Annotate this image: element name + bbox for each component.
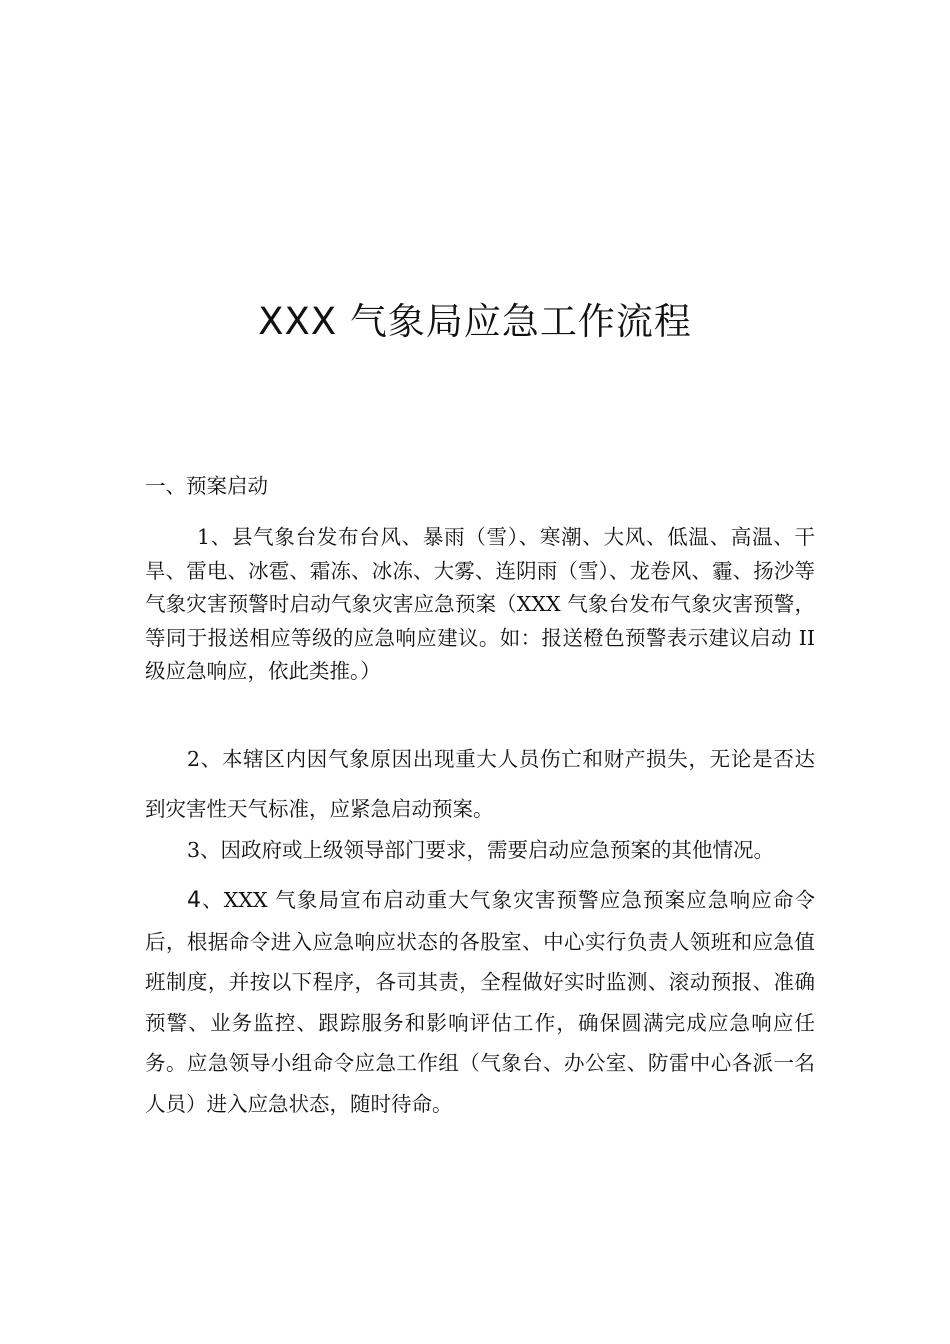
paragraph-item-4 — [145, 880, 815, 1124]
paragraph-item-4-number: 4 — [187, 888, 201, 913]
document-title: XXX 气象局应急工作流程 — [258, 300, 692, 343]
paragraph-item-2: 2、本辖区内因气象原因出现重大人员伤亡和财产损失，无论是否达到灾害性天气标准，应紧急启动预案。 — [145, 747, 815, 821]
section-heading-plan-activation: 一、预案启动 — [145, 474, 268, 498]
paragraph-item-3: 3、因政府或上级领导部门要求，需要启动应急预案的其他情况。 — [187, 838, 775, 862]
paragraph-item-1: 1、县气象台发布台风、暴雨（雪）、寒潮、大风、低温、高温、干旱、雷电、冰雹、霜冻、冰冻、大雾、连阴雨（雪）、龙卷风、霾、扬沙等气象灾害预警时启动气象灾害应急预案（XXX 气象台发布气象灾害预警，等同于报送相应等级的应急响应建议。如：报送橙色预警表示建议启动 II 级应急响应，依此类推。） — [145, 525, 815, 683]
paragraph-item-4-text: 、XXX 气象局宣布启动重大气象灾害预警应急预案应急响应命令后，根据命令进入应急响应状态的各股室、中心实行负责人领班和应急值班制度，并按以下程序，各司其责，全程做好实时监测、滚动预报、准确预警、业务监控、跟踪服务和影响评估工作，确保圆满完成应急响应任务。应急领导小组命令应急工作组（气象台、办公室、防雷中心各派一名人员）进入应急状态，随时待命。 — [145, 888, 815, 1116]
